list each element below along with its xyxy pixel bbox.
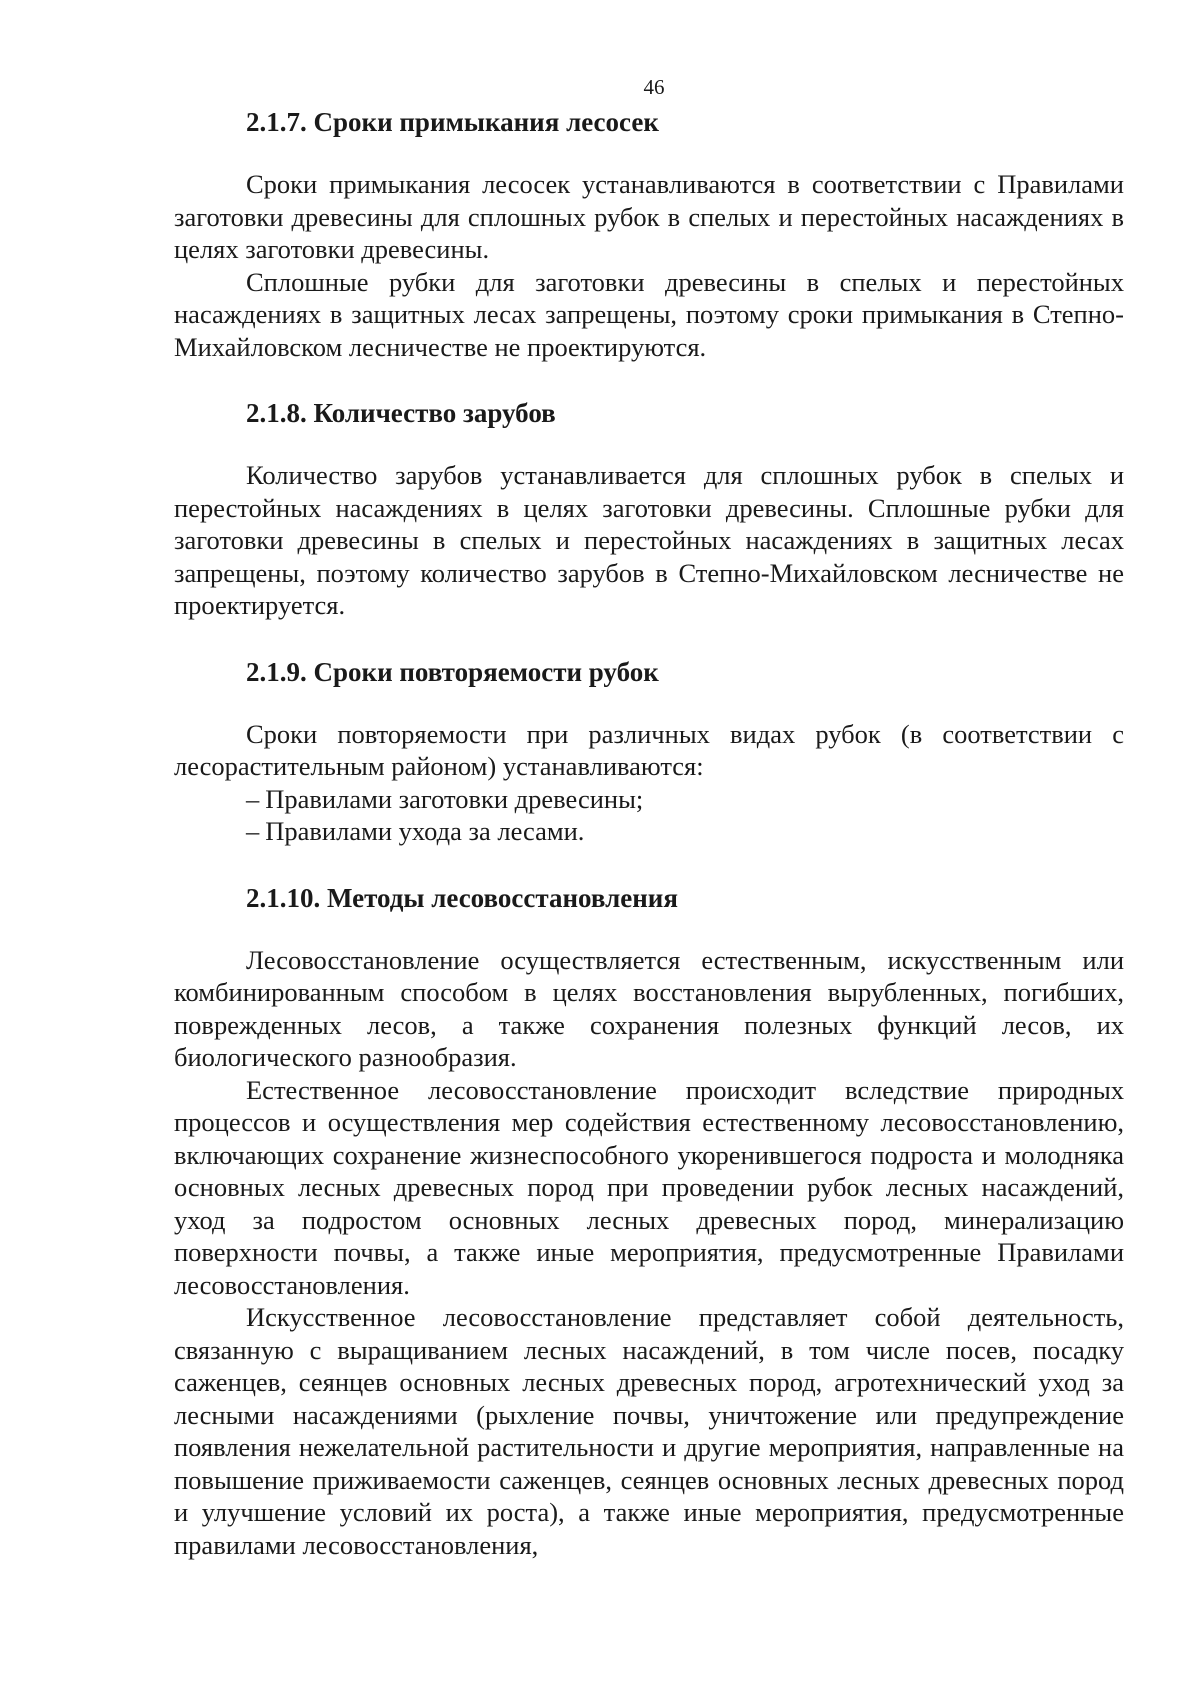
section-heading: 2.1.7. Сроки примыкания лесосек bbox=[246, 107, 659, 137]
section-2-1-8 bbox=[174, 397, 1124, 622]
dash-marker: – bbox=[246, 783, 260, 814]
section-2-1-10 bbox=[174, 882, 1124, 1562]
section-2-1-9 bbox=[174, 656, 1124, 848]
dash-marker: – bbox=[246, 816, 260, 846]
section-heading: 2.1.8. Количество зарубов bbox=[246, 398, 556, 428]
section-2-1-7 bbox=[174, 106, 1124, 363]
section-heading: 2.1.10. Методы лесовосстановления bbox=[246, 882, 678, 913]
paragraph: Сроки примыкания лесосек устанавливаются в соответствии с Правилами заготовки древесины для сплошных рубок в спелых и перестойных насаждениях в целях заготовки древесины. bbox=[174, 169, 1124, 264]
bullet-list bbox=[174, 783, 1124, 848]
list-item-text: Правилами ухода за лесами. bbox=[265, 816, 585, 846]
paragraph: Количество зарубов устанавливается для сплошных рубок в спелых и перестойных насаждениях в целях заготовки древесины. Сплошные рубки для заготовки древесины в спелых и перестойных насаждениях в защитных лесах запрещены, поэтому количество зарубов в Степно-Михайловском лесничестве не проектируется. bbox=[174, 460, 1124, 620]
paragraph: Лесовосстановление осуществляется естественным, искусственным или комбинированным способом в целях восстановления вырубленных, погибших, поврежденных лесов, а также сохранения полезных функций лесов, их биологического разнообразия. bbox=[174, 944, 1124, 1072]
list-item bbox=[174, 783, 1124, 816]
paragraph: Сроки повторяемости при различных видах рубок (в соответствии с лесорастительным районом) устанавливаются: bbox=[174, 718, 1124, 781]
document-page bbox=[174, 72, 1124, 1561]
page-number: 46 bbox=[643, 75, 665, 99]
list-item bbox=[174, 815, 1124, 848]
section-heading: 2.1.9. Сроки повторяемости рубок bbox=[246, 656, 659, 687]
paragraph: Естественное лесовосстановление происходит вследствие природных процессов и осуществления мер содействия естественному лесовосстановлению, включающих сохранение жизнеспособного укоренившегося подроста и молодняка основных лесных древесных пород при проведении рубок лесных насаждений, уход за подростом основных лесных древесных пород, минерализацию поверхности почвы, а также иные мероприятия, предусмотренные Правилами лесовосстановления. bbox=[174, 1074, 1124, 1300]
list-item-text: Правилами заготовки древесины; bbox=[265, 783, 644, 814]
paragraph: Искусственное лесовосстановление представляет собой деятельность, связанную с выращиванием лесных насаждений, в том числе посев, посадку саженцев, сеянцев основных лесных древесных пород, агротехнический уход за лесными насаждениями (рыхление почвы, уничтожение или предупреждение появления нежелательной растительности и другие мероприятия, направленные на повышение приживаемости саженцев, сеянцев основных лесных древесных пород и улучшение условий их роста), а также иные мероприятия, предусмотренные правилами лесовосстановления, bbox=[174, 1302, 1124, 1560]
paragraph: Сплошные рубки для заготовки древесины в спелых и перестойных насаждениях в защитных лесах запрещены, поэтому сроки примыкания в Степно-Михайловском лесничестве не проектируются. bbox=[174, 266, 1124, 362]
